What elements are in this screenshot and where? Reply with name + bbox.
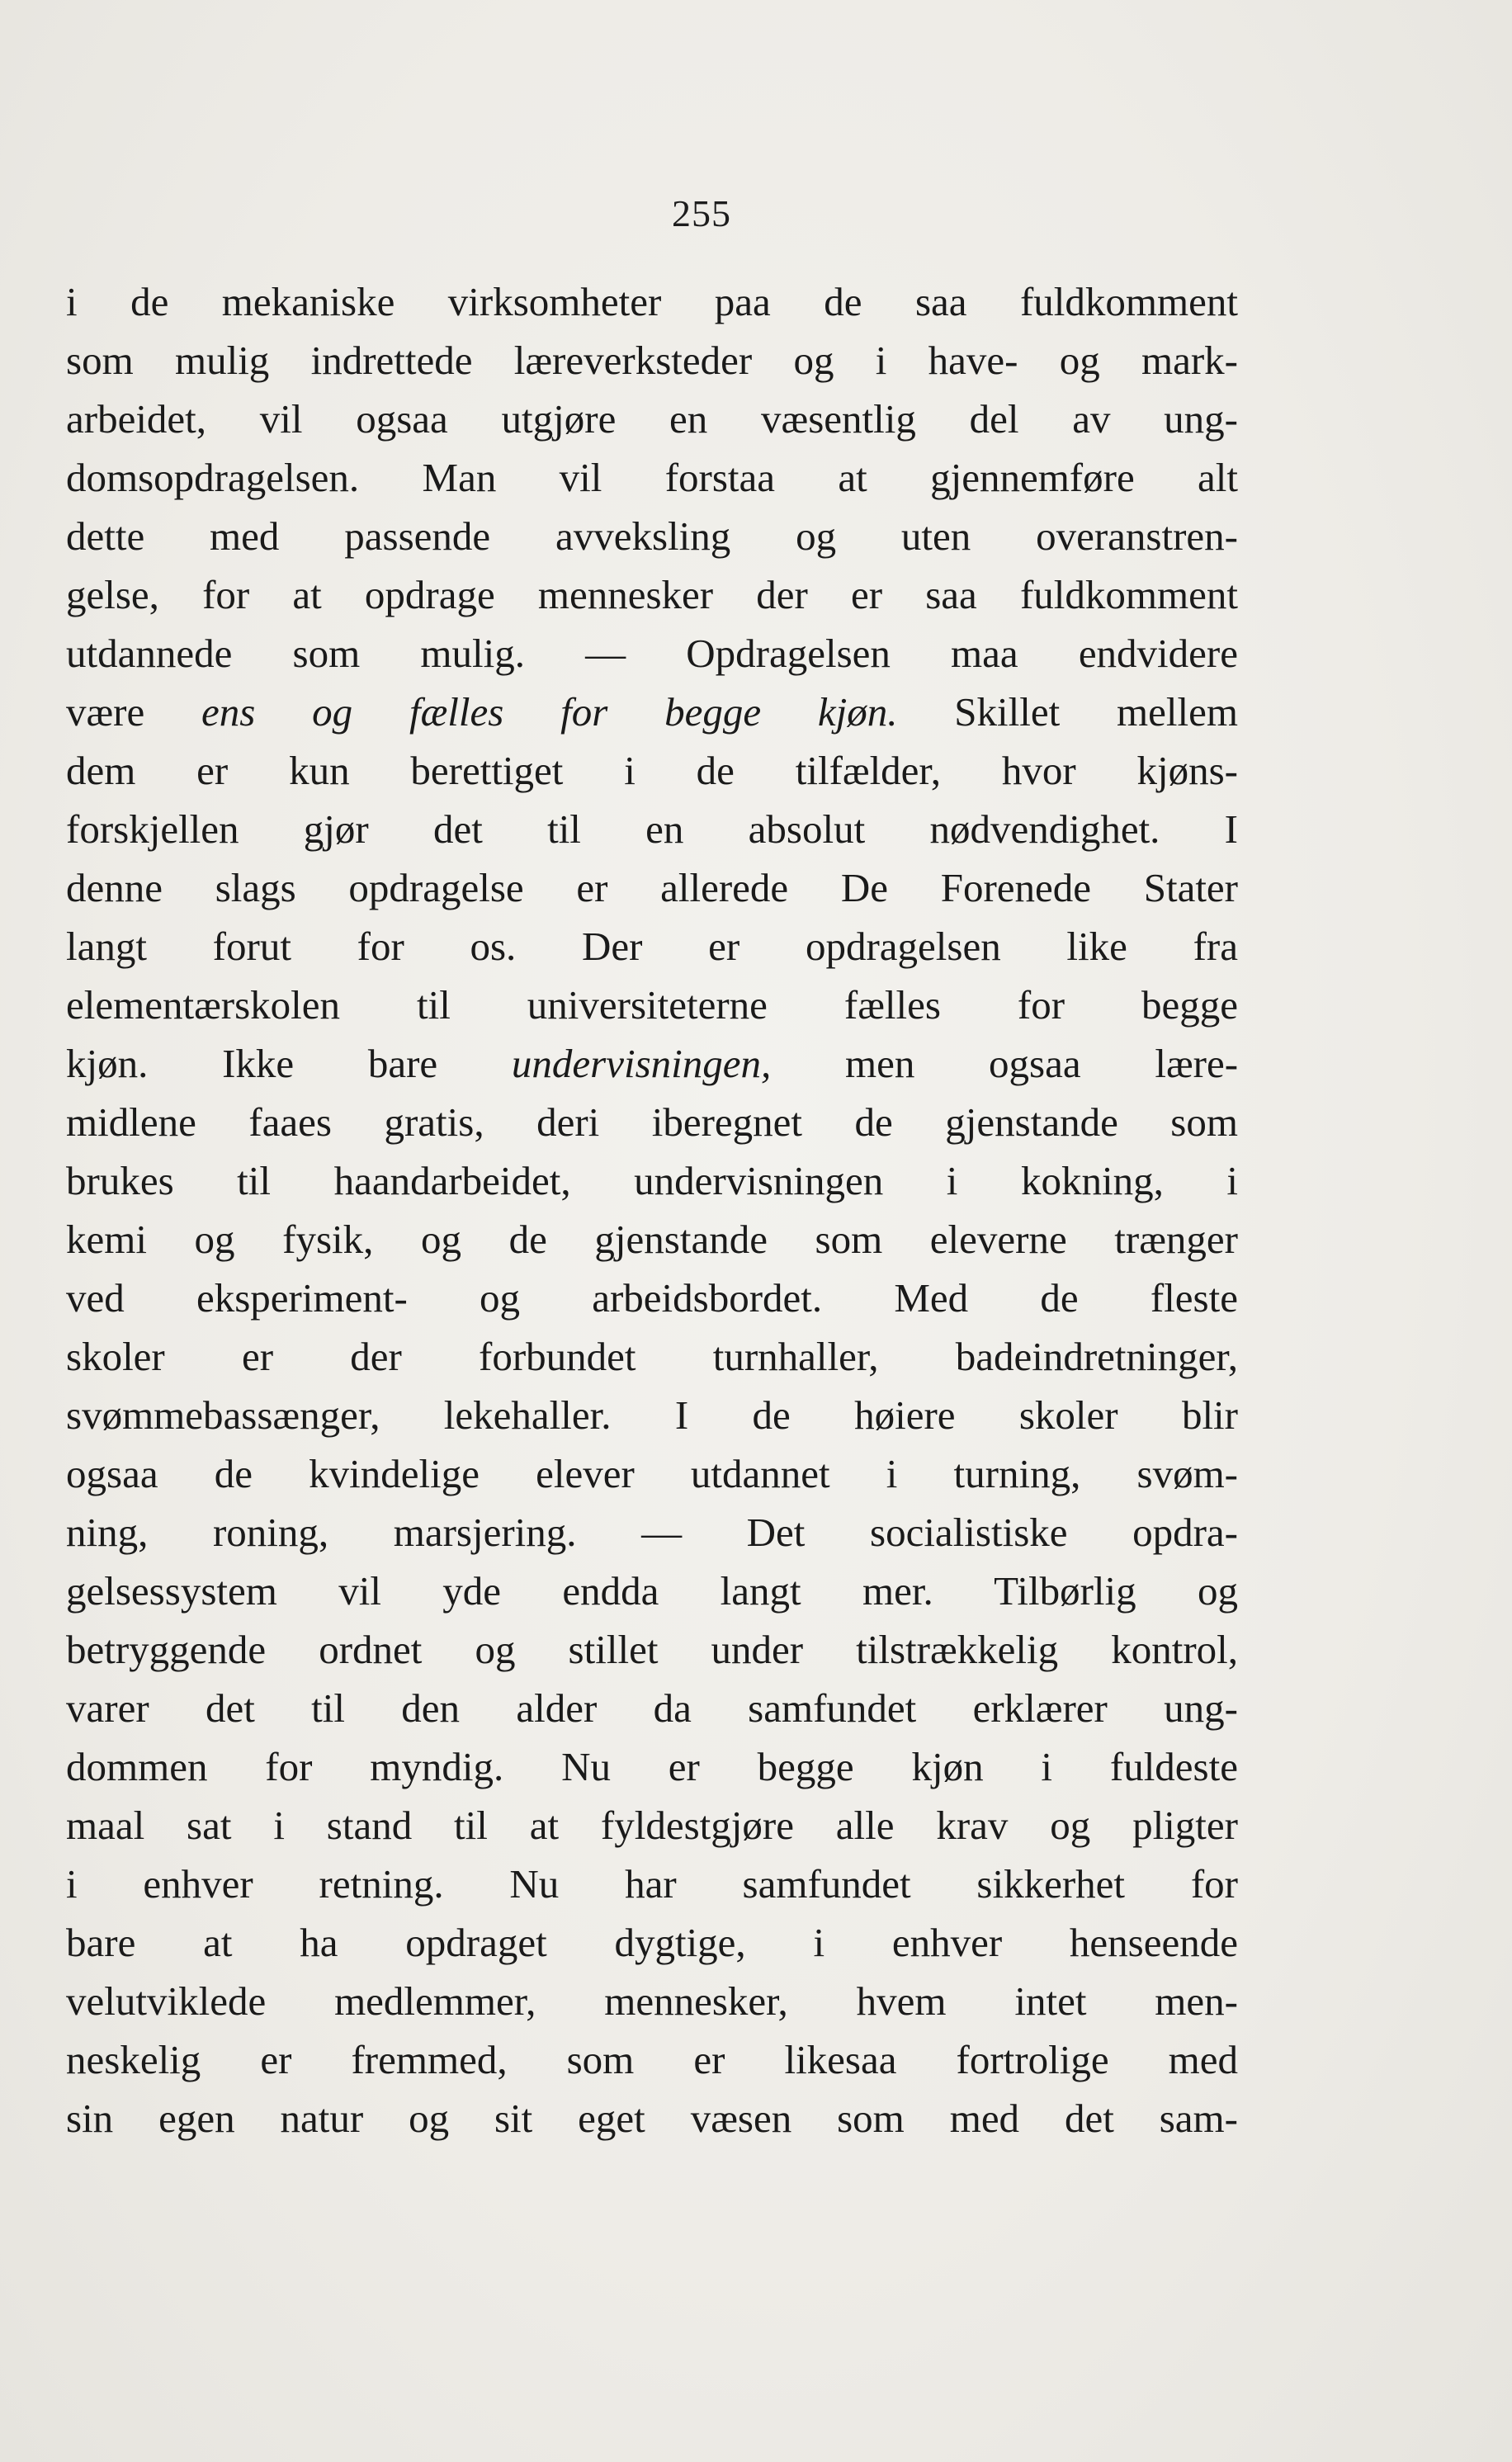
text-segment: ved eksperiment- og arbeidsbordet. Med de fleste (66, 1275, 1238, 1321)
text-segment: arbeidet, vil ogsaa utgjøre en væsentlig del av ung- (66, 396, 1238, 442)
text-line (66, 1327, 1238, 1386)
text-segment: bare at ha opdraget dygtige, i enhver henseende (66, 1920, 1238, 1965)
text-segment: dem er kun berettiget i de tilfælder, hvor kjøns- (66, 748, 1238, 793)
text-segment: som mulig indrettede læreverksteder og i have- og mark- (66, 338, 1238, 383)
text-line (66, 1620, 1238, 1679)
text-line (66, 858, 1238, 917)
text-segment: forskjellen gjør det til en absolut nødvendighet. I (66, 806, 1238, 852)
text-segment: svømmebassænger, lekehaller. I de høiere skoler blir (66, 1392, 1238, 1438)
text-line (66, 1503, 1238, 1562)
text-segment: skoler er der forbundet turnhaller, badeindretninger, (66, 1334, 1238, 1379)
text-line (66, 1562, 1238, 1620)
text-line (66, 1972, 1238, 2030)
text-segment: men ogsaa lære- (771, 1041, 1239, 1086)
text-segment: sin egen natur og sit eget væsen som med det sam- (66, 2096, 1238, 2141)
text-segment: betryggende ordnet og stillet under tilstrækkelig kontrol, (66, 1627, 1238, 1672)
text-segment: dommen for myndig. Nu er begge kjøn i fuldeste (66, 1744, 1238, 1789)
text-line (66, 272, 1238, 331)
text-line (66, 1034, 1238, 1093)
text-line (66, 1679, 1238, 1737)
text-line (66, 683, 1238, 741)
text-segment: brukes til haandarbeidet, undervisningen i kokning, i (66, 1158, 1238, 1203)
text-line (66, 1093, 1238, 1151)
text-segment: dette med passende avveksling og uten overanstren- (66, 513, 1238, 559)
text-line (66, 2089, 1238, 2148)
body-text (66, 272, 1238, 2148)
text-line (66, 1796, 1238, 1855)
text-segment: være (66, 689, 202, 735)
text-segment: ning, roning, marsjering. — Det socialistiske opdra- (66, 1510, 1238, 1555)
text-segment: maal sat i stand til at fyldestgjøre alle krav og pligter (66, 1803, 1238, 1848)
text-segment: i de mekaniske virksomheter paa de saa fuldkomment (66, 279, 1238, 324)
text-segment: utdannede som mulig. — Opdragelsen maa endvidere (66, 631, 1238, 676)
text-segment: denne slags opdragelse er allerede De Forenede Stater (66, 865, 1238, 910)
text-line (66, 507, 1238, 565)
text-line (66, 331, 1238, 390)
italic-text-segment: undervisningen, (511, 1041, 772, 1086)
text-line (66, 2030, 1238, 2089)
text-line (66, 741, 1238, 800)
text-line (66, 1737, 1238, 1796)
text-segment: gelsessystem vil yde endda langt mer. Tilbørlig og (66, 1568, 1238, 1614)
text-segment: langt forut for os. Der er opdragelsen like fra (66, 924, 1238, 969)
text-line (66, 390, 1238, 448)
text-segment: varer det til den alder da samfundet erklærer ung- (66, 1685, 1238, 1731)
text-line (66, 1855, 1238, 1913)
text-line (66, 1386, 1238, 1444)
text-segment: velutviklede medlemmer, mennesker, hvem intet men- (66, 1978, 1238, 2024)
text-line (66, 1913, 1238, 1972)
text-line (66, 976, 1238, 1034)
text-line (66, 1151, 1238, 1210)
text-line (66, 448, 1238, 507)
page-number: 255 (672, 192, 731, 234)
text-segment: domsopdragelsen. Man vil forstaa at gjennemføre alt (66, 455, 1238, 500)
text-segment: kemi og fysik, og de gjenstande som eleverne trænger (66, 1217, 1238, 1262)
text-segment: kjøn. Ikke bare (66, 1041, 512, 1086)
text-line (66, 624, 1238, 683)
text-line (66, 565, 1238, 624)
text-segment: midlene faaes gratis, deri iberegnet de gjenstande som (66, 1099, 1238, 1145)
text-segment: ogsaa de kvindelige elever utdannet i turning, svøm- (66, 1451, 1238, 1496)
text-segment: gelse, for at opdrage mennesker der er saa fuldkomment (66, 572, 1238, 617)
text-segment: neskelig er fremmed, som er likesaa fortrolige med (66, 2037, 1238, 2082)
text-line (66, 917, 1238, 976)
text-line (66, 1444, 1238, 1503)
text-line (66, 1210, 1238, 1269)
text-line (66, 800, 1238, 858)
text-segment: Skillet mellem (897, 689, 1238, 735)
italic-text-segment: ens og fælles for begge kjøn. (201, 689, 898, 735)
text-segment: elementærskolen til universiteterne fælles for begge (66, 982, 1238, 1028)
text-segment: i enhver retning. Nu har samfundet sikkerhet for (66, 1861, 1238, 1907)
text-line (66, 1269, 1238, 1327)
